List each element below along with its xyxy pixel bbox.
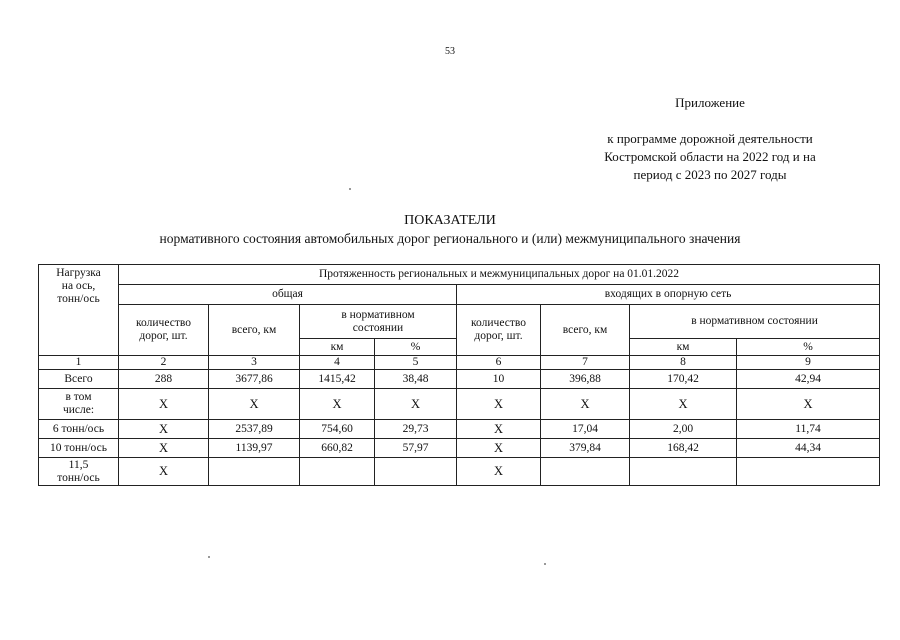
column-number: 7 [541,356,630,370]
table-cell: 2,00 [630,420,737,439]
appendix-line-2: Костромской области на 2022 год и на [604,149,816,164]
table-cell: 2537,89 [209,420,300,439]
scan-speck [544,563,546,565]
table-cell: X [119,458,209,486]
table-cell: X [457,420,541,439]
header-normative-general: в нормативном состоянии [300,305,457,339]
table-row-6t [39,420,880,439]
header-support-network: входящих в опорную сеть [457,285,880,305]
table-cell: X [457,458,541,486]
table-cell: 44,34 [737,439,880,458]
page-number: 53 [445,46,455,57]
row-label: в том числе: [39,389,119,420]
header-length: Протяженность региональных и межмуниципальных дорог на 01.01.2022 [119,265,880,285]
table-row-10t [39,439,880,458]
heading-subtitle: нормативного состояния автомобильных дорог регионального и (или) межмуниципального значения [159,231,741,246]
table-cell: X [541,389,630,420]
table-cell: 29,73 [375,420,457,439]
table-cell: 10 [457,370,541,389]
table-cell: 168,42 [630,439,737,458]
table-cell: X [375,389,457,420]
table-cell: X [630,389,737,420]
header-general: общая [119,285,457,305]
appendix-title: Приложение [675,95,745,110]
header-axle-load: Нагрузка на ось, тонн/ось [39,265,119,356]
indicators-table [38,264,880,486]
header-km: км [300,339,375,356]
table-cell: 17,04 [541,420,630,439]
table-cell: X [457,439,541,458]
header-count-support: количество дорог, шт. [457,305,541,356]
header-row-3 [39,305,880,339]
table-cell [300,458,375,486]
table-cell [541,458,630,486]
table-cell: 3677,86 [209,370,300,389]
table-row-total [39,370,880,389]
table-cell [375,458,457,486]
row-label: 6 тонн/ось [39,420,119,439]
row-label: Всего [39,370,119,389]
table-cell: 396,88 [541,370,630,389]
table-cell: 1139,97 [209,439,300,458]
table-row-11-5t [39,458,880,486]
table-cell: 11,74 [737,420,880,439]
table-cell: 754,60 [300,420,375,439]
table-cell: 660,82 [300,439,375,458]
header-total-km-general: всего, км [209,305,300,356]
column-number: 8 [630,356,737,370]
table-cell [737,458,880,486]
appendix-line-3: период с 2023 по 2027 годы [633,167,787,182]
scan-speck [208,556,210,558]
table-cell: 57,97 [375,439,457,458]
table-cell: X [300,389,375,420]
header-km: км [630,339,737,356]
column-number: 1 [39,356,119,370]
scan-speck [349,188,351,190]
table-cell: 170,42 [630,370,737,389]
header-row-1 [39,265,880,285]
table-cell: 38,48 [375,370,457,389]
table-cell: 288 [119,370,209,389]
header-percent: % [737,339,880,356]
header-normative-support: в нормативном состоянии [630,305,880,339]
appendix-block [560,94,860,184]
table-row-including [39,389,880,420]
table-cell: X [209,389,300,420]
column-number: 5 [375,356,457,370]
row-label: 11,5 тонн/ось [39,458,119,486]
row-label: 10 тонн/ось [39,439,119,458]
table-cell: 42,94 [737,370,880,389]
table-cell: X [457,389,541,420]
column-number: 2 [119,356,209,370]
column-number: 9 [737,356,880,370]
table-cell: X [119,420,209,439]
column-number: 4 [300,356,375,370]
appendix-line-1: к программе дорожной деятельности [607,131,813,146]
table-cell: X [119,389,209,420]
table-cell: 1415,42 [300,370,375,389]
heading-title: ПОКАЗАТЕЛИ [404,213,496,228]
column-numbers-row [39,356,880,370]
table-cell: X [119,439,209,458]
table-cell [630,458,737,486]
column-number: 3 [209,356,300,370]
header-row-2 [39,285,880,305]
document-heading [0,212,900,248]
table-cell: 379,84 [541,439,630,458]
header-count-general: количество дорог, шт. [119,305,209,356]
header-total-km-support: всего, км [541,305,630,356]
header-percent: % [375,339,457,356]
table-cell [209,458,300,486]
table-cell: X [737,389,880,420]
column-number: 6 [457,356,541,370]
